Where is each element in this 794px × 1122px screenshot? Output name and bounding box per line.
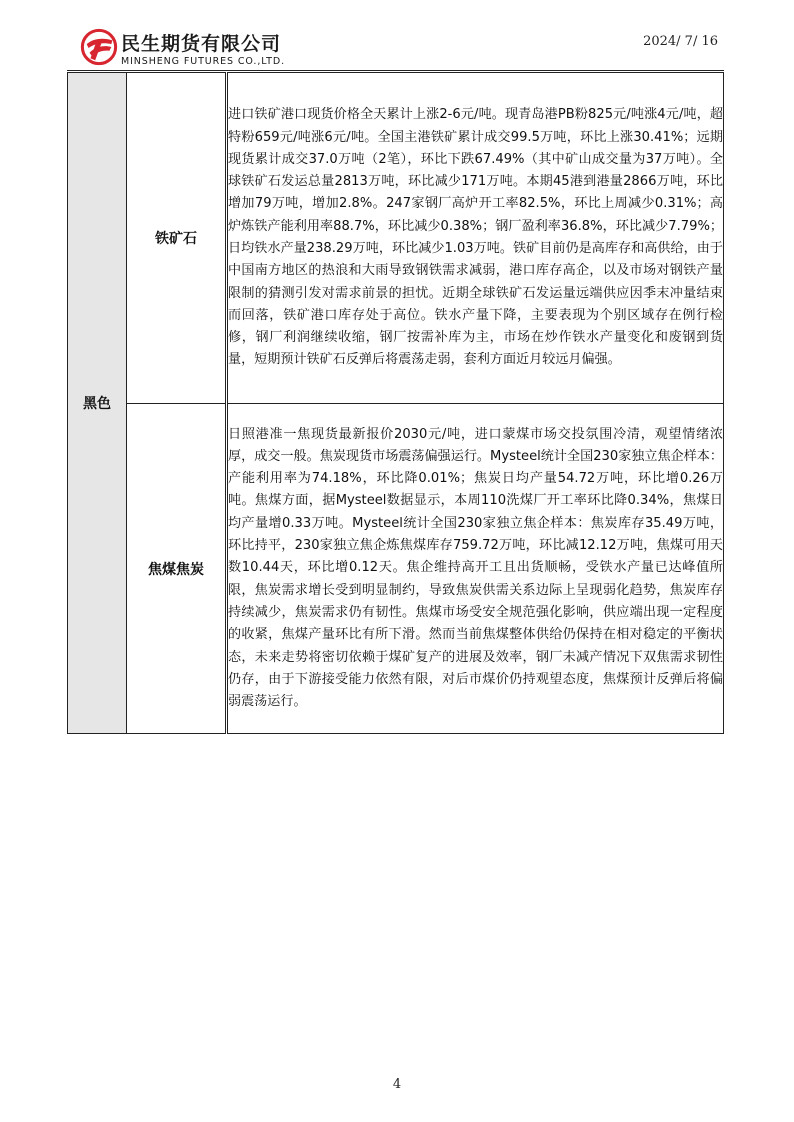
page-header bbox=[0, 0, 794, 72]
minsheng-logo-icon bbox=[80, 28, 118, 66]
header-divider bbox=[67, 70, 724, 71]
commodity-name: 铁矿石 bbox=[127, 73, 227, 404]
commodity-table bbox=[67, 72, 724, 734]
page-number: 4 bbox=[392, 1077, 402, 1092]
commodity-analysis: 日照港准一焦现货最新报价2030元/吨，进口蒙煤市场交投氛围冷清，观望情绪浓厚，成交一般。焦炭现货市场震荡偏强运行。Mysteel统计全国230家独立焦企样本：产能利用率为74.18%，环比降0.01%；焦炭日均产量54.72万吨，环比增0.26万吨。焦煤方面，据Mysteel数据显示，本周110洗煤厂开工率环比降0.34%，焦煤日均产量增0.33万吨。Mysteel统计全国230家独立焦企样本：焦炭库存35.49万吨，环比持平，230家独立焦企炼焦煤库存759.72万吨，环比减12.12万吨，焦煤可用天数10.44天，环比增0.12天。焦企维持高开工且出货顺畅，受铁水产量已达峰值所限，焦炭需求增长受到明显制约，导致焦炭供需关系边际上呈现弱化趋势，焦炭库存持续减少，焦炭需求仍有韧性。焦煤市场受安全规范强化影响，供应端出现一定程度的收紧，焦煤产量环比有所下滑。然而当前焦煤整体供给仍保持在相对稳定的平衡状态，未来走势将密切依赖于煤矿复产的进展及效率，钢厂未减产情况下双焦需求韧性仍存，由于下游接受能力依然有限，对后市煤价仍持观望态度，焦煤预计反弹后将偏弱震荡运行。 bbox=[227, 404, 724, 734]
commodity-analysis: 进口铁矿港口现货价格全天累计上涨2-6元/吨。现青岛港PB粉825元/吨涨4元/吨，超特粉659元/吨涨6元/吨。全国主港铁矿累计成交99.5万吨，环比上涨30.41%；远期现货累计成交37.0万吨（2笔），环比下跌67.49%（其中矿山成交量为37万吨）。全球铁矿石发运总量2813万吨，环比减少171万吨。本期45港到港量2866万吨，环比增加79万吨，增加2.8%。247家钢厂高炉开工率82.5%，环比上周减少0.31%；高炉炼铁产能利用率88.7%，环比减少0.38%；钢厂盈利率36.8%，环比减少7.79%；日均铁水产量238.29万吨，环比减少1.03万吨。铁矿目前仍是高库存和高供给，由于中国南方地区的热浪和大雨导致钢铁需求减弱，港口库存高企，以及市场对钢铁产量限制的猜测引发对需求前景的担忧。近期全球铁矿石发运量远端供应因季末冲量结束而回落，铁矿港口库存处于高位。铁水产量下降，主要表现为个别区域存在例行检修，钢厂利润继续收缩，钢厂按需补库为主，市场在炒作铁水产量变化和废钢到货量，短期预计铁矿石反弹后将震荡走弱，套利方面近月较远月偏强。 bbox=[227, 73, 724, 404]
sector-cell: 黑色 bbox=[68, 73, 127, 734]
table-row bbox=[68, 404, 724, 734]
commodity-name: 焦煤焦炭 bbox=[127, 404, 227, 734]
report-date: 2024/ 7/ 16 bbox=[643, 34, 718, 49]
company-name-en: MINSHENG FUTURES CO.,LTD. bbox=[121, 56, 285, 67]
company-name-cn: 民生期货有限公司 bbox=[121, 33, 282, 55]
table-row bbox=[68, 73, 724, 404]
